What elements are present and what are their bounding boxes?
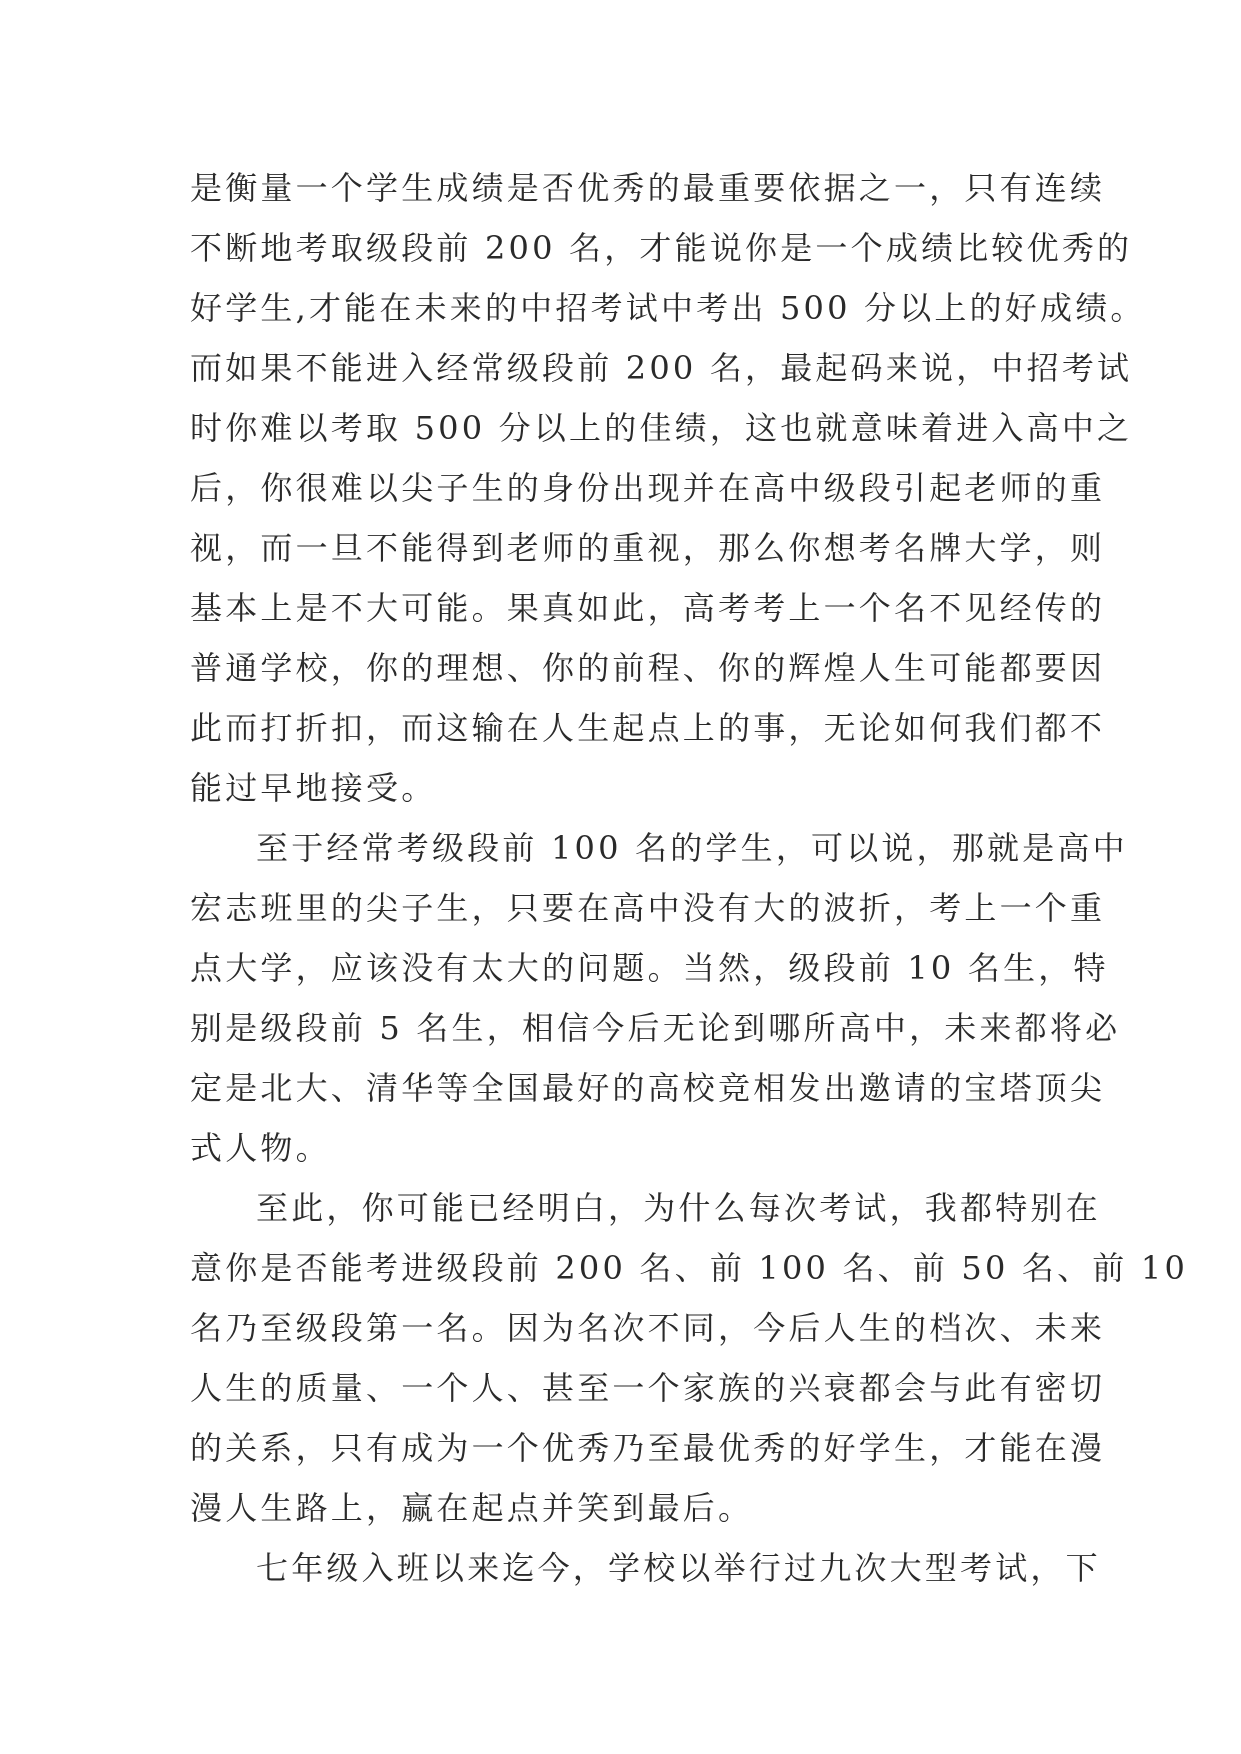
text-line: 基本上是不大可能。果真如此，高考考上一个名不见经传的	[190, 589, 1106, 627]
text-line: 不断地考取级段前 200 名，才能说你是一个成绩比较优秀的	[190, 229, 1133, 267]
text-line: 此而打折扣，而这输在人生起点上的事，无论如何我们都不	[190, 709, 1106, 747]
text-line: 而如果不能进入经常级段前 200 名，最起码来说，中招考试	[190, 349, 1133, 387]
text-line: 的关系，只有成为一个优秀乃至最优秀的好学生，才能在漫	[190, 1429, 1106, 1467]
text-line: 能过早地接受。	[190, 769, 437, 807]
text-line: 时你难以考取 500 分以上的佳绩，这也就意味着进入高中之	[190, 409, 1133, 447]
text-line: 定是北大、清华等全国最好的高校竞相发出邀请的宝塔顶尖	[190, 1069, 1106, 1107]
text-line: 点大学，应该没有太大的问题。当然，级段前 10 名生，特	[190, 949, 1109, 987]
text-line: 后，你很难以尖子生的身份出现并在高中级段引起老师的重	[190, 469, 1106, 507]
text-line: 好学生,才能在未来的中招考试中考出 500 分以上的好成绩。	[190, 289, 1146, 327]
text-line: 漫人生路上，赢在起点并笑到最后。	[190, 1489, 754, 1527]
text-line: 式人物。	[190, 1129, 331, 1167]
text-line: 别是级段前 5 名生，相信今后无论到哪所高中，未来都将必	[190, 1009, 1121, 1047]
text-line: 普通学校，你的理想、你的前程、你的辉煌人生可能都要因	[190, 649, 1106, 687]
paragraph-first-line: 至此，你可能已经明白，为什么每次考试，我都特别在	[256, 1189, 1101, 1227]
body-text	[190, 158, 1188, 1598]
text-line: 人生的质量、一个人、甚至一个家族的兴衰都会与此有密切	[190, 1369, 1106, 1407]
text-line: 视，而一旦不能得到老师的重视，那么你想考名牌大学，则	[190, 529, 1106, 567]
text-line: 宏志班里的尖子生，只要在高中没有大的波折，考上一个重	[190, 889, 1106, 927]
paragraph-first-line: 七年级入班以来迄今，学校以举行过九次大型考试，下	[256, 1549, 1101, 1587]
text-line: 名乃至级段第一名。因为名次不同，今后人生的档次、未来	[190, 1309, 1106, 1347]
text-line: 是衡量一个学生成绩是否优秀的最重要依据之一，只有连续	[190, 169, 1106, 207]
paragraph-first-line: 至于经常考级段前 100 名的学生，可以说，那就是高中	[256, 829, 1128, 867]
text-line: 意你是否能考进级段前 200 名、前 100 名、前 50 名、前 10	[190, 1249, 1188, 1287]
